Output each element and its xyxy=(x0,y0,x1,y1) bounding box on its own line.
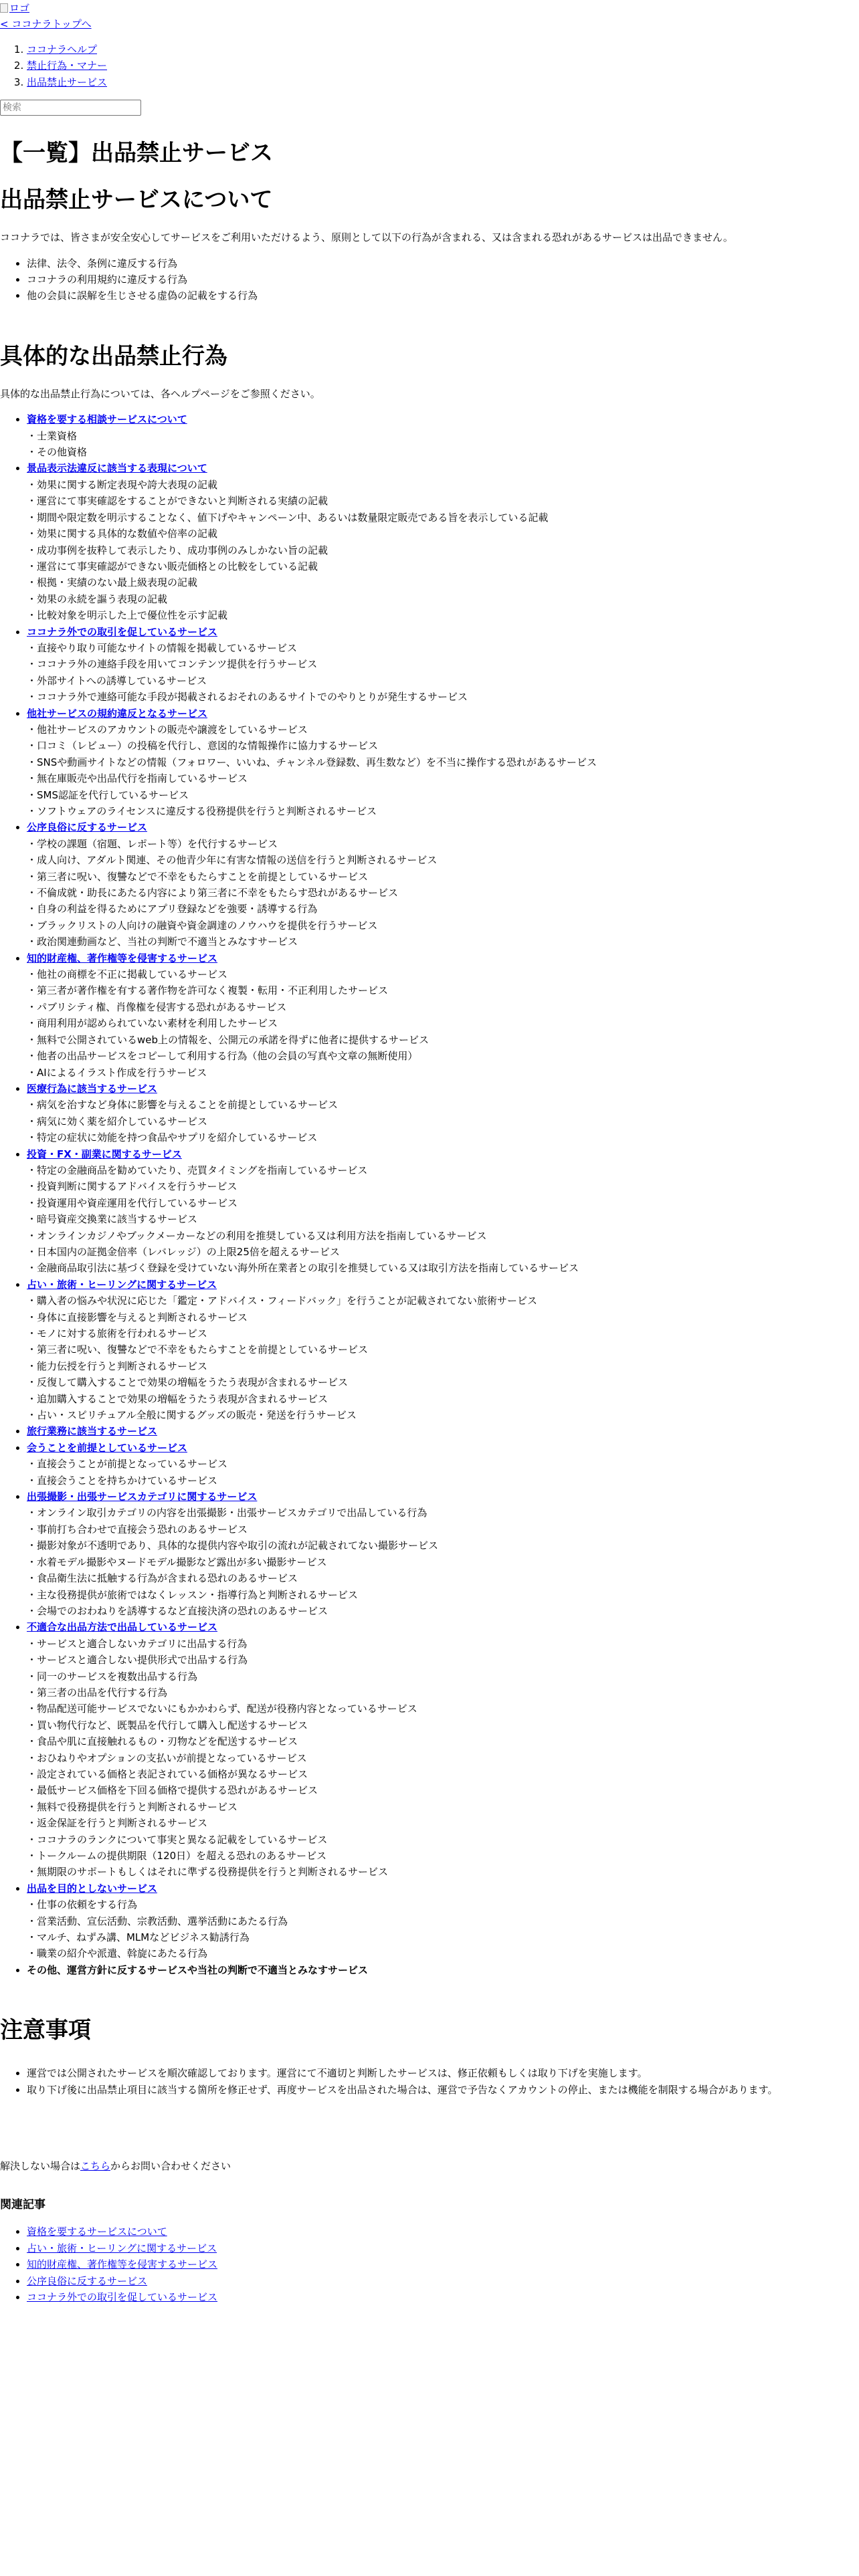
sub-item: ・その他資格 xyxy=(27,446,88,459)
sub-item-list xyxy=(27,1097,859,1146)
sub-item: ・AIによるイラスト作成を行うサービス xyxy=(27,1066,207,1079)
sub-item: ・サービスと適合しないカテゴリに出品する行為 xyxy=(27,1637,248,1650)
sub-item: ・ココナラ外で連絡可能な手段が掲載されるおそれのあるサイトでのやりとりが発生するサービス xyxy=(27,691,468,704)
sub-item: ・病気に効く薬を紹介しているサービス xyxy=(27,1115,208,1128)
sub-item: ・他社の商標を不正に掲載しているサービス xyxy=(27,968,228,981)
logo-link[interactable] xyxy=(0,0,29,16)
contact-text xyxy=(0,2158,859,2174)
sub-item: ・特定の症状に効能を持つ食品やサプリを紹介しているサービス xyxy=(27,1132,318,1144)
category-link[interactable]: 知的財産権、著作権等を侵害するサービス xyxy=(27,952,218,964)
sub-item: ・期間や限定数を明示することなく、値下げやキャンペーン中、あるいは数量限定販売である旨を表示している記載 xyxy=(27,511,549,524)
sub-item: ・直接会うことが前提となっているサービス xyxy=(27,1458,228,1471)
sub-item: ・反復して購入することで効果の増幅をうたう表現が含まれるサービス xyxy=(27,1376,349,1389)
sub-item: ・能力伝授を行うと判断されるサービス xyxy=(27,1360,208,1372)
sub-item-list xyxy=(27,640,859,706)
sub-item: ・同一のサービスを複数出品する行為 xyxy=(27,1670,198,1683)
category-list xyxy=(0,411,859,1978)
specific-heading: 具体的な出品禁止行為 xyxy=(0,342,227,370)
sub-item-list xyxy=(27,722,859,819)
sub-item: ・自身の利益を得るためにアプリ登録などを強要・誘導する行為 xyxy=(27,903,318,916)
sub-item: ・無料で公開されているweb上の情報を、公開元の承諾を得ずに他者に提供するサービス xyxy=(27,1033,430,1046)
note-item: • 運営では公開されたサービスを順次確認しております。運営にて不適切と判断したサービスは、修正依頼もしくは取り下げを実施します。 xyxy=(27,2065,859,2081)
sub-item: ・直接やり取り可能なサイトの情報を掲載しているサービス xyxy=(27,641,297,654)
category-link[interactable]: ココナラ外での取引を促しているサービス xyxy=(27,625,218,638)
breadcrumb-link-manners[interactable]: 禁止行為・マナー xyxy=(27,60,108,72)
sub-item: ・士業資格 xyxy=(27,429,78,442)
sub-item: ・成人向け、アダルト関連、その他青少年に有害な情報の送信を行うと判断されるサービス xyxy=(27,854,438,867)
category-item xyxy=(27,1881,859,1962)
breadcrumb-link-prohibited[interactable]: 出品禁止サービス xyxy=(27,76,108,88)
sub-item: ・口コミ（レビュー）の投稿を代行し、意図的な情報操作に協力するサービス xyxy=(27,740,379,752)
sub-item: ・おひねりやオプションの支払いが前提となっているサービス xyxy=(27,1751,307,1764)
sub-item: ・オンラインカジノやブックメーカーなどの利用を推奨している又は利用方法を指南しているサービス xyxy=(27,1229,487,1242)
sub-item: ・身体に直接影響を与えると判断されるサービス xyxy=(27,1311,248,1323)
logo-alt-text: ロゴ xyxy=(9,2,30,14)
breadcrumb xyxy=(0,41,859,90)
sub-item: ・根拠・実績のない最上級表現の記載 xyxy=(27,576,198,589)
sub-item: ・投資判断に関するアドバイスを行うサービス xyxy=(27,1180,237,1193)
sub-item: ・学校の課題（宿題、レポート等）を代行するサービス xyxy=(27,837,278,850)
category-link[interactable]: 資格を要する相談サービスについて xyxy=(27,413,187,426)
category-link[interactable]: 不適合な出品方法で出品しているサービス xyxy=(27,1621,218,1634)
contact-link[interactable]: こちら xyxy=(80,2160,111,2173)
category-link[interactable]: 出品を目的としないサービス xyxy=(27,1882,158,1895)
related-link[interactable]: 公序良俗に反するサービス xyxy=(27,2274,148,2287)
related-item xyxy=(27,2240,859,2256)
about-heading: 出品禁止サービスについて xyxy=(0,187,273,214)
sub-item: ・主な役務提供が旅術ではなくレッスン・指導行為と判断されるサービス xyxy=(27,1588,358,1601)
sub-item: ・政治関連動画など、当社の判断で不適当とみなすサービス xyxy=(27,936,298,948)
sub-item: ・運営にて事実確認ができない販売価格との比較をしている記載 xyxy=(27,560,318,572)
related-item xyxy=(27,2224,859,2240)
related-item xyxy=(27,2289,859,2305)
sub-item: ・物品配送可能サービスでないにもかかわらず、配送が役務内容となっているサービス xyxy=(27,1703,417,1715)
sub-item-list xyxy=(27,1636,859,1881)
sub-item: ・設定されている価格と表記されている価格が異なるサービス xyxy=(27,1767,308,1780)
category-link[interactable]: 旅行業務に該当するサービス xyxy=(27,1425,158,1438)
sub-item: ・病気を治すなど身体に影響を与えることを前提としているサービス xyxy=(27,1099,339,1111)
specific-intro: 具体的な出品禁止行為については、各ヘルプページをご参照ください。 xyxy=(0,387,320,400)
category-link[interactable]: 出張撮影・出張サービスカテゴリに関するサービス xyxy=(27,1491,258,1503)
page-title: 【一覧】出品禁止サービス xyxy=(0,140,273,167)
category-item xyxy=(27,1423,859,1439)
related-link[interactable]: 知的財産権、著作権等を侵害するサービス xyxy=(27,2258,218,2271)
sub-item: ・無期限のサポートもしくはそれに準ずる役務提供を行うと判断されるサービス xyxy=(27,1866,389,1879)
sub-item: ・マルチ、ねずみ講、MLMなどビジネス勧誘行為 xyxy=(27,1931,250,1944)
sub-item: ・効果の永続を謳う表現の記載 xyxy=(27,593,168,605)
sub-item: ・成功事例を抜粋して表示したり、成功事例のみしかない旨の記載 xyxy=(27,544,328,556)
category-item xyxy=(27,1489,859,1619)
related-link[interactable]: 占い・旅術・ヒーリングに関するサービス xyxy=(27,2242,217,2254)
sub-item: ・金融商品取引法に基づく登録を受けていない海外所在業者との取引を推奨している又は取引方法を指南しているサービス xyxy=(27,1262,579,1275)
category-item xyxy=(27,950,859,1081)
sub-item: ・モノに対する旅術を行われるサービス xyxy=(27,1327,207,1339)
sub-item: ・特定の金融商品を勧めていたり、売買タイミングを指南しているサービス xyxy=(27,1164,368,1176)
sub-item: ・サービスと適合しない提供形式で出品する行為 xyxy=(27,1654,248,1667)
contact-before: 解決しない場合は xyxy=(0,2160,81,2173)
related-item xyxy=(27,2256,859,2272)
about-intro: ココナラでは、皆さまが安全安心してサービスをご利用いただけるよう、原則として以下の行為が含まれる、又は含まれる恐れがあるサービスは出品できません。 xyxy=(0,231,733,244)
breadcrumb-item xyxy=(27,41,859,58)
category-item xyxy=(27,1440,859,1489)
category-item xyxy=(27,1277,859,1424)
category-link[interactable]: 公序良俗に反するサービス xyxy=(27,821,148,834)
sub-item: ・効果に関する具体的な数値や倍率の記載 xyxy=(27,528,218,540)
list-item: • 他の会員に誤解を生じさせる虚偽の記載をする行為 xyxy=(27,288,859,304)
sub-item-list xyxy=(27,1456,859,1489)
breadcrumb-link-help[interactable]: ココナラヘルプ xyxy=(27,43,98,56)
related-list xyxy=(0,2224,859,2305)
category-link[interactable]: 会うことを前提としているサービス xyxy=(27,1441,188,1454)
sub-item: ・無料で役務提供を行うと判断されるサービス xyxy=(27,1800,238,1813)
breadcrumb-item xyxy=(27,58,859,74)
related-link[interactable]: 資格を要するサービスについて xyxy=(27,2226,167,2238)
category-item xyxy=(27,1619,859,1881)
breadcrumb-item xyxy=(27,74,859,90)
sub-item: ・最低サービス価格を下回る価格で提供する恐れがあるサービス xyxy=(27,1784,318,1797)
category-item xyxy=(27,411,859,460)
related-item xyxy=(27,2273,859,2289)
sub-item-list xyxy=(27,1293,859,1423)
sub-item-list xyxy=(27,1897,859,1962)
sub-item: ・ブラックリストの人向けの融資や資金調達のノウハウを提供を行うサービス xyxy=(27,919,378,932)
sub-item: ・オンライン取引カテゴリの内容を出張撮影・出張サービスカテゴリで出品している行為 xyxy=(27,1507,427,1519)
sub-item: ・他者の出品サービスをコピーして利用する行為（他の会員の写真や文章の無断使用） xyxy=(27,1050,418,1063)
sub-item: ・商用利用が認められていない素材を利用したサービス xyxy=(27,1017,278,1030)
sub-item: ・事前打ち合わせで直接会う恐れのあるサービス xyxy=(27,1523,248,1535)
sub-item: ・ソフトウェアのライセンスに違反する役務提供を行うと判断されるサービス xyxy=(27,805,377,817)
sub-item: ・食品衛生法に抵触する行為が含まれる恐れのあるサービス xyxy=(27,1572,298,1585)
sub-item: ・返金保証を行うと判断されるサービス xyxy=(27,1817,208,1830)
category-item xyxy=(27,624,859,706)
list-item: • ココナラの利用規約に違反する行為 xyxy=(27,272,859,288)
sub-item: ・不倫成就・助長にあたる内容により第三者に不幸をもたらす恐れがあるサービス xyxy=(27,887,399,899)
sub-item: ・仕事の依頼をする行為 xyxy=(27,1899,138,1911)
sub-item: ・追加購入することで効果の増幅をうたう表現が含まれるサービス xyxy=(27,1392,328,1405)
note-item: • 取り下げ後に出品禁止項目に該当する箇所を修正せず、再度サービスを出品された場合は、運営で予告なくアカウントの停止、または機能を制限する場合があります。 xyxy=(27,2082,859,2098)
notes-heading: 注意事項 xyxy=(0,2017,91,2044)
sub-item: ・パブリシティ権、肖像権を侵害する恐れがあるサービス xyxy=(27,1000,287,1013)
category-link[interactable]: 占い・旅術・ヒーリングに関するサービス xyxy=(27,1278,217,1291)
category-item xyxy=(27,460,859,623)
notes-list xyxy=(0,2065,859,2098)
sub-item: ・暗号資産交換業に該当するサービス xyxy=(27,1213,198,1226)
sub-item: ・占い・スピリチュアル全般に関するグッズの販売・発送を行うサービス xyxy=(27,1409,357,1422)
sub-item: ・比較対象を明示した上で優位性を示す記載 xyxy=(27,609,228,622)
category-item xyxy=(27,1146,859,1277)
category-item xyxy=(27,1081,859,1146)
sub-item: ・ココナラのランクについて事実と異なる記載をしているサービス xyxy=(27,1833,328,1846)
sub-item: ・運営にて事実確認をすることができないと判断される実績の記載 xyxy=(27,495,328,508)
sub-item-list xyxy=(27,477,859,624)
category-link[interactable]: 景品表示法違反に該当する表現について xyxy=(27,462,207,475)
sub-item: ・第三者が著作権を有する著作物を許可なく複製・転用・不正利用したサービス xyxy=(27,984,389,997)
sub-item: ・SMS認証を代行しているサービス xyxy=(27,788,189,801)
category-link[interactable]: 他社サービスの規約違反となるサービス xyxy=(27,707,208,720)
category-item-other: • その他、運営方針に反するサービスや当社の判断で不適当とみなすサービス xyxy=(27,1962,859,1978)
logo xyxy=(0,0,859,16)
category-link[interactable]: 医療行為に該当するサービス xyxy=(27,1082,158,1095)
sub-item: ・第三者に呪い、復讐などで不幸をもたらすことを前提としているサービス xyxy=(27,870,369,883)
sub-item-list xyxy=(27,1162,859,1277)
sub-item: ・ココナラ外の連絡手段を用いてコンテンツ提供を行うサービス xyxy=(27,658,318,671)
sub-item: ・効果に関する断定表現や誇大表現の記載 xyxy=(27,478,218,491)
sub-item: ・他社サービスのアカウントの販売や譲渡をしているサービス xyxy=(27,723,308,736)
related-link[interactable]: ココナラ外での取引を促しているサービス xyxy=(27,2291,218,2304)
sub-item-list xyxy=(27,836,859,950)
sub-item: ・職業の紹介や派遣、斡旋にあたる行為 xyxy=(27,1947,208,1960)
sub-item: ・撮影対象が不透明であり、具体的な提供内容や取引の流れが記載されてない撮影サービス xyxy=(27,1539,439,1552)
sub-item: ・第三者に呪い、復讐などで不幸をもたらすことを前提としているサービス xyxy=(27,1344,369,1356)
category-item xyxy=(27,706,859,820)
sub-item: ・外部サイトへの誘導しているサービス xyxy=(27,674,207,687)
sub-item-list xyxy=(27,1505,859,1619)
broken-image-icon xyxy=(0,3,8,13)
search-input[interactable] xyxy=(0,100,141,116)
sub-item: ・購入者の悩みや状況に応じた「鑑定・アドバイス・フィードバック」を行うことが記載されてない旅術サービス xyxy=(27,1295,538,1307)
sub-item: ・無在庫販売や出品代行を指南しているサービス xyxy=(27,772,248,785)
category-item xyxy=(27,819,859,950)
related-heading: 関連記事 xyxy=(0,2198,45,2212)
about-list xyxy=(0,255,859,304)
sub-item: ・第三者の出品を代行する行為 xyxy=(27,1686,168,1699)
sub-item: ・水着モデル撮影やヌードモデル撮影など露出が多い撮影サービス xyxy=(27,1555,327,1568)
sub-item: ・買い物代行など、既製品を代行して購入し配送するサービス xyxy=(27,1719,308,1731)
back-to-top-link[interactable]: < ココナラトップへ xyxy=(0,18,92,30)
sub-item: ・営業活動、宣伝活動、宗教活動、選挙活動にあたる行為 xyxy=(27,1915,288,1927)
sub-item-list xyxy=(27,428,859,461)
sub-item: ・食品や肌に直接触れるもの・刃物などを配送するサービス xyxy=(27,1735,298,1748)
sub-item: ・会場でのおわねりを誘導するなど直接決済の恐れのあるサービス xyxy=(27,1604,328,1617)
category-link[interactable]: 投資・FX・副業に関するサービス xyxy=(27,1148,182,1160)
sub-item: ・投資運用や資産運用を代行しているサービス xyxy=(27,1196,238,1209)
list-item: • 法律、法令、条例に違反する行為 xyxy=(27,255,859,272)
contact-after: からお問い合わせください xyxy=(110,2160,231,2173)
sub-item: ・トークルームの提供期限（120日）を超える恐れのあるサービス xyxy=(27,1850,327,1862)
sub-item: ・直接会うことを持ちかけているサービス xyxy=(27,1474,218,1487)
sub-item-list xyxy=(27,966,859,1081)
sub-item: ・SNSや動画サイトなどの情報（フォロワー、いいね、チャンネル登録数、再生数など）を不当に操作する恐れがあるサービス xyxy=(27,756,597,768)
sub-item: ・日本国内の証拠金倍率（レバレッジ）の上限25倍を超えるサービス xyxy=(27,1245,340,1258)
